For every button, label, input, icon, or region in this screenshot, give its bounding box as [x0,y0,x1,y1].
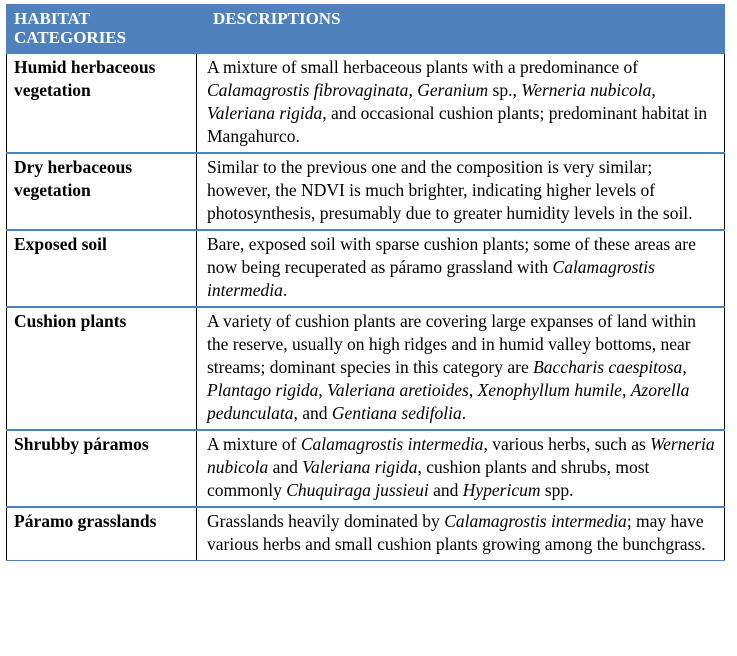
table-row [7,53,725,153]
table-row [7,430,725,507]
habitat-description [197,230,725,307]
species-name: Calamagrostis intermedia [444,511,627,531]
species-name: Azorella pedunculata [207,380,690,423]
description-text: , cushion plants and shrubs, most commonly [207,457,650,500]
table-row [7,307,725,430]
description-text: A mixture of small herbaceous plants with a predominance of [207,57,639,77]
description-text: , various herbs, such as [483,434,651,454]
description-text: . [461,403,467,423]
header-habitat-categories: HABITAT CATEGORIES [7,5,197,54]
habitat-category: Páramo grasslands [7,507,197,561]
species-name: Plantago rigida [207,380,319,400]
description-text: and [268,457,303,477]
habitat-table-container [6,4,724,561]
species-name: Baccharis caespitosa [533,357,683,377]
description-text: , [408,80,418,100]
table-header-row [7,5,725,54]
species-name: Hypericum [462,480,541,500]
description-text: ; may have various herbs and small cushion plants growing among the bunchgrass. [207,511,706,554]
habitat-description [197,53,725,153]
description-text: Similar to the previous one and the composition is very similar; however, the NDVI is much brighter, indicating higher levels of photosynthesis, presumably due to greater humidity levels in the soil. [207,157,693,223]
species-name: Calamagrostis intermedia [300,434,484,454]
table-row [7,230,725,307]
species-name: Valeriana rigida [207,103,323,123]
habitat-category: Shrubby páramos [7,430,197,507]
description-text: sp., [488,80,522,100]
habitat-description [197,507,725,561]
description-text: . [282,280,288,300]
habitat-description [197,307,725,430]
description-text: , [318,380,328,400]
description-text: , and occasional cushion plants; predominant habitat in Mangahurco. [207,103,708,146]
habitat-category: Dry herbaceous vegetation [7,153,197,230]
species-name: Werneria nubicola [207,434,715,477]
description-text: , [621,380,631,400]
description-text: , [651,80,656,100]
species-name: Calamagrostis intermedia [207,257,655,300]
table-row [7,507,725,561]
habitat-category: Cushion plants [7,307,197,430]
table-row [7,153,725,230]
description-text: A mixture of [207,434,301,454]
species-name: Gentiana sedifolia [331,403,462,423]
description-text: spp. [540,480,574,500]
species-name: Calamagrostis fibrovaginata [207,80,409,100]
habitat-table [6,4,725,561]
description-text: , and [293,403,332,423]
description-text: and [428,480,463,500]
header-descriptions: DESCRIPTIONS [197,5,725,54]
habitat-description [197,153,725,230]
description-text: , [682,357,687,377]
species-name: Xenophyllum humile [477,380,622,400]
species-name: Geranium [417,80,489,100]
description-text: A variety of cushion plants are covering large expanses of land within the reserve, usually on high ridges and in humid valley bottoms, near streams; dominant species in this category are [207,311,697,377]
description-text: Grasslands heavily dominated by [207,511,445,531]
species-name: Valeriana rigida [302,457,418,477]
description-text: , [468,380,478,400]
description-text: Bare, exposed soil with sparse cushion plants; some of these areas are now being recuperated as páramo grassland with [207,234,696,277]
species-name: Chuquiraga jussieui [286,480,429,500]
species-name: Werneria nubicola [521,80,652,100]
habitat-description [197,430,725,507]
species-name: Valeriana aretioides [327,380,469,400]
habitat-category: Humid herbaceous vegetation [7,53,197,153]
habitat-category: Exposed soil [7,230,197,307]
